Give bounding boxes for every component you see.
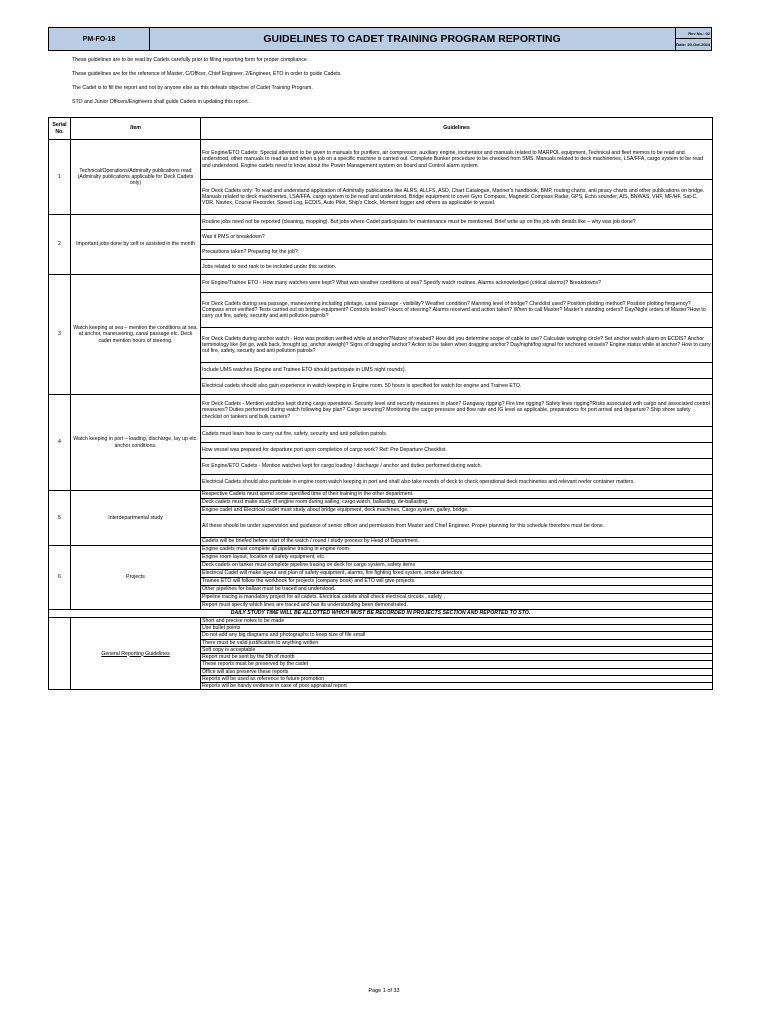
guideline-cell: Deck cadets on tanker must complete pipeline tracing on deck for cargo system, safety items (201, 562, 713, 570)
item-cell: Watch keeping at sea – mention the conditions at sea, at anchor, maneuvering, canal passage etc. Deck cadet mention hours of steering. (71, 275, 201, 395)
guideline-cell: Short and precise notes to be made (201, 618, 713, 625)
item-cell: Watch keeping in port – loading, discharge, lay up etc. anchor conditions. (71, 395, 201, 491)
serial-header: Serial No. (49, 118, 71, 140)
revision-date: Date: 20-Oct-2024 (676, 42, 710, 47)
general-guidelines-label: General Reporting Guidelines (71, 618, 201, 690)
serial-cell: 5 (49, 491, 71, 546)
guideline-cell: Engine room layout, location of safety equipment, etc. (201, 554, 713, 562)
page-number: Page 1 of 33 (368, 988, 400, 994)
guideline-cell: Use bullet points (201, 625, 713, 632)
serial-cell (49, 618, 71, 690)
guideline-cell: Engine cadets must complete all pipeline tracing in engine room. (201, 546, 713, 554)
guideline-cell: Electrical Cadets should also particiate in engine room watch keeping in port and shall also take rounds of deck to check operational deck machineries and relevant reefer container matters. (201, 475, 713, 491)
table-row (49, 610, 713, 618)
guideline-cell: Was it PMS or breakdown? (201, 230, 713, 245)
guideline-cell: Reports will be used as reference to future promotion (201, 675, 713, 682)
guideline-cell: Jobs related to next rank to be included under this section. (201, 260, 713, 275)
guideline-cell: Cadets must learn how to carry out fire, safety, security and anti pollution patrols. (201, 427, 713, 443)
item-cell: Interdepartmental study (71, 491, 201, 546)
serial-cell: 3 (49, 275, 71, 395)
document-title: GUIDELINES TO CADET TRAINING PROGRAM REPORTING (263, 33, 561, 45)
guideline-cell: All these should be under supervision and guidance of senior officer and permission from Master and Chief Engineer. Proper planning for this schedule therefore must be done. (201, 515, 713, 538)
table-row (49, 546, 713, 554)
guideline-cell: Respective Cadets must spend some specified time of their training in the other department. (201, 491, 713, 499)
guideline-cell: Soft copy is acceptable (201, 646, 713, 653)
table-row (49, 618, 713, 625)
guidelines-header: Guidelines (201, 118, 713, 140)
guideline-cell: Trainee ETO will follow the workbook for projects (company book) and ETO will give projects. (201, 578, 713, 586)
guideline-cell: Engine cadet and Electrical cadet must study about bridge equipment, deck machines, Cargo system, galley, bridge. (201, 507, 713, 515)
intro-line: The Cadet is to fill the report and not by anyone else as this defeats objective of Cadet Training Program. (72, 85, 313, 91)
guideline-cell: Office will also preserve these reports (201, 668, 713, 675)
serial-cell: 2 (49, 215, 71, 275)
guideline-cell: These reports must be preserved by the cadet (201, 661, 713, 668)
guideline-cell: Do not add any big diagrams and photographs to keep size of file small (201, 632, 713, 639)
guidelines-table (48, 117, 713, 690)
table-row (49, 395, 713, 427)
guideline-cell: Electrical Cadet will make layout and plan of safety equipment, alarms, fire fighting fixed system, smoke detectors. (201, 570, 713, 578)
item-cell: Important jobs done by self or assisted in the month (71, 215, 201, 275)
guideline-cell: Report must be sent by the 5th of month (201, 654, 713, 661)
daily-study-notice: DAILY STUDY TIME WILL BE ALLOTTED WHICH MUST BE RECORDED IN PROJECTS SECTION AND REPORTED TO STO. (49, 610, 713, 618)
table-row (49, 275, 713, 293)
guideline-cell: Electrical cadets should also gain experience in watch keeping in Engine room. 50 hours is specified for watch for engine and Trainee ETO. (201, 379, 713, 395)
table-row (49, 215, 713, 230)
form-code: PM-FO-18 (49, 28, 150, 50)
revision-number: Rev No.: 02 (676, 28, 712, 39)
guideline-cell: For Deck Cadets only: To read and understand application of Admiralty publications like ALRS, ALLFS, ASD, Chart Catalogue, Mariner's handbook, BMP, routing charts, anti piracy charts and other publications on bridge. Manuals related to deck machineries, LSA/FFA, cargo system to be read and understood. Bridge equipment to cover Gyro Compass, Magnetic Compass Radar, GPS, Echo sounder, AIS, BNWAS, VHF, MF/HF, Sat-C, VDR, Navtex, Course Recorder, Speed Log, ECDIS, Auto Pilot, Ship's Clock, Moment logger and others as applicable to vessel. (201, 180, 713, 215)
guideline-cell: How vessel was prepared for departure port upon completion of cargo work? Ref: Pre Departure Checklist. (201, 443, 713, 459)
guideline-cell: Cadets will be briefed before start of the watch / round / study process by Head of Department. (201, 538, 713, 546)
guideline-cell: Report must specify which lines are traced and has its understanding been demonstrated. (201, 602, 713, 610)
table-row (49, 140, 713, 180)
guideline-cell: For Deck Cadets during sea passage, maneuvering including pilotage, canal passage - visibility? Weather condition? Manning level of bridge? Checklist used? Position plotting method? Position plotting frequency? Compass error verified? Tests carried out on bridge equipment? Controls tested? Hours of steering? Alarms received and action taken? When to call Master? Master's standing orders? Day/Night orders of Master?How to carry out fire, safety, security and anti pollution patrols? (201, 293, 713, 328)
revision-block (675, 28, 712, 50)
table-header-row (49, 118, 713, 140)
guideline-cell: Other pipelines for ballast must be traced and understood. (201, 586, 713, 594)
intro-line: STO and Junior Officers/Engineers shall guide Cadets in updating this report. (72, 99, 250, 105)
item-cell: Technical/Operations/Admiralty publications read (Admiralty publications applicable for Deck Cadets only) (71, 140, 201, 215)
intro-line: These guidelines are to be read by Cadets carefully prior to filling reporting form for proper compliance. (72, 57, 309, 63)
guideline-cell: Precautions taken? Preparing for the job? (201, 245, 713, 260)
table-row (49, 491, 713, 499)
serial-cell: 4 (49, 395, 71, 491)
guideline-cell: Deck cadets must make study of engine room during sailing, cargo watch, ballasting, de-ballasting. (201, 499, 713, 507)
guideline-cell: For Engine/ETO Cadets: Special attention to be given to manuals for purifiers, air compressor, auxiliary engine, incinerator and manuals related to MARPOL equipment, Technical and fleet memos to be read and understood, other manuals to read as and when a job on a specific machine is carried out. Complete Bunker procedure to be checked from SMS. Manuals related to deck machineries, LSA/FFA, cargo system to be read and understood. Engine cadets need to know about the Power Management system on board and Control alarm system. (201, 140, 713, 180)
serial-cell: 6 (49, 546, 71, 610)
guideline-cell: For Engine/ETO Cadets - Mention watches kept for cargo loading / discharge / anchor and duties performed during watch. (201, 459, 713, 475)
guideline-cell: There must be valid justification to anything written (201, 639, 713, 646)
document-header (48, 27, 712, 51)
guideline-cell: For Deck Cadets during anchor watch - How was position verified while at anchor?Nature of seabed? How did you determine scope of cable to use? Calculate swinging circle? Set anchor watch alarm on ECDIS? Anchor terminology like (let go, walk back, brought up, anchor aweigh)? Signs of dragging anchor? Action to be taken when dragging anchor? Day/night/fog signal for anchored vessels? Engine status while at anchor? How to carry out fire, safety, security and anti pollution patrols? (201, 328, 713, 363)
guideline-cell: Routine jobs need not be reported (cleaning, mopping). But jobs where Cadet participates for maintenance must be mentioned. Brief write up on the job with details like – why was job done? (201, 215, 713, 230)
guideline-cell: For Deck Cadets - Mention watches kept during cargo operations. Security level and security measures in place? Gangway rigging? Fire line rigging? Safety lines rigging?Risks associated with cargo and associated control measures? Duties performed during watch following bay plan? Cargo securing? Monitoring the cargo pressure and flow rate and IG level as applicable, preparations for port arrival and departure? Ship shore safety checklist on tankers and bulk carriers? (201, 395, 713, 427)
item-header: Item (71, 118, 201, 140)
intro-line: These guidelines are for the reference of Master, C/Officer, Chief Engineer, 2/Engineer, ETO in order to guide Cadets. (72, 71, 342, 77)
guideline-cell: Reports will be handy evidence in case of poor appraisal report (201, 683, 713, 690)
guideline-cell: For Engine/Trainee ETO - How many watches were kept? What was weather conditions at sea? Specify watch routines. Alarms acknowledged (critical alarms)? Breakdowns? (201, 275, 713, 293)
guideline-cell: Pipeline tracing is mandatory project for all cadets. Electrical cadets shall check electrical circuits , safety , (201, 594, 713, 602)
serial-cell: 1 (49, 140, 71, 215)
item-cell: Projects (71, 546, 201, 610)
guideline-cell: Include UMS watches (Engine and Trainee ETO should participate in UMS night rounds). (201, 363, 713, 379)
